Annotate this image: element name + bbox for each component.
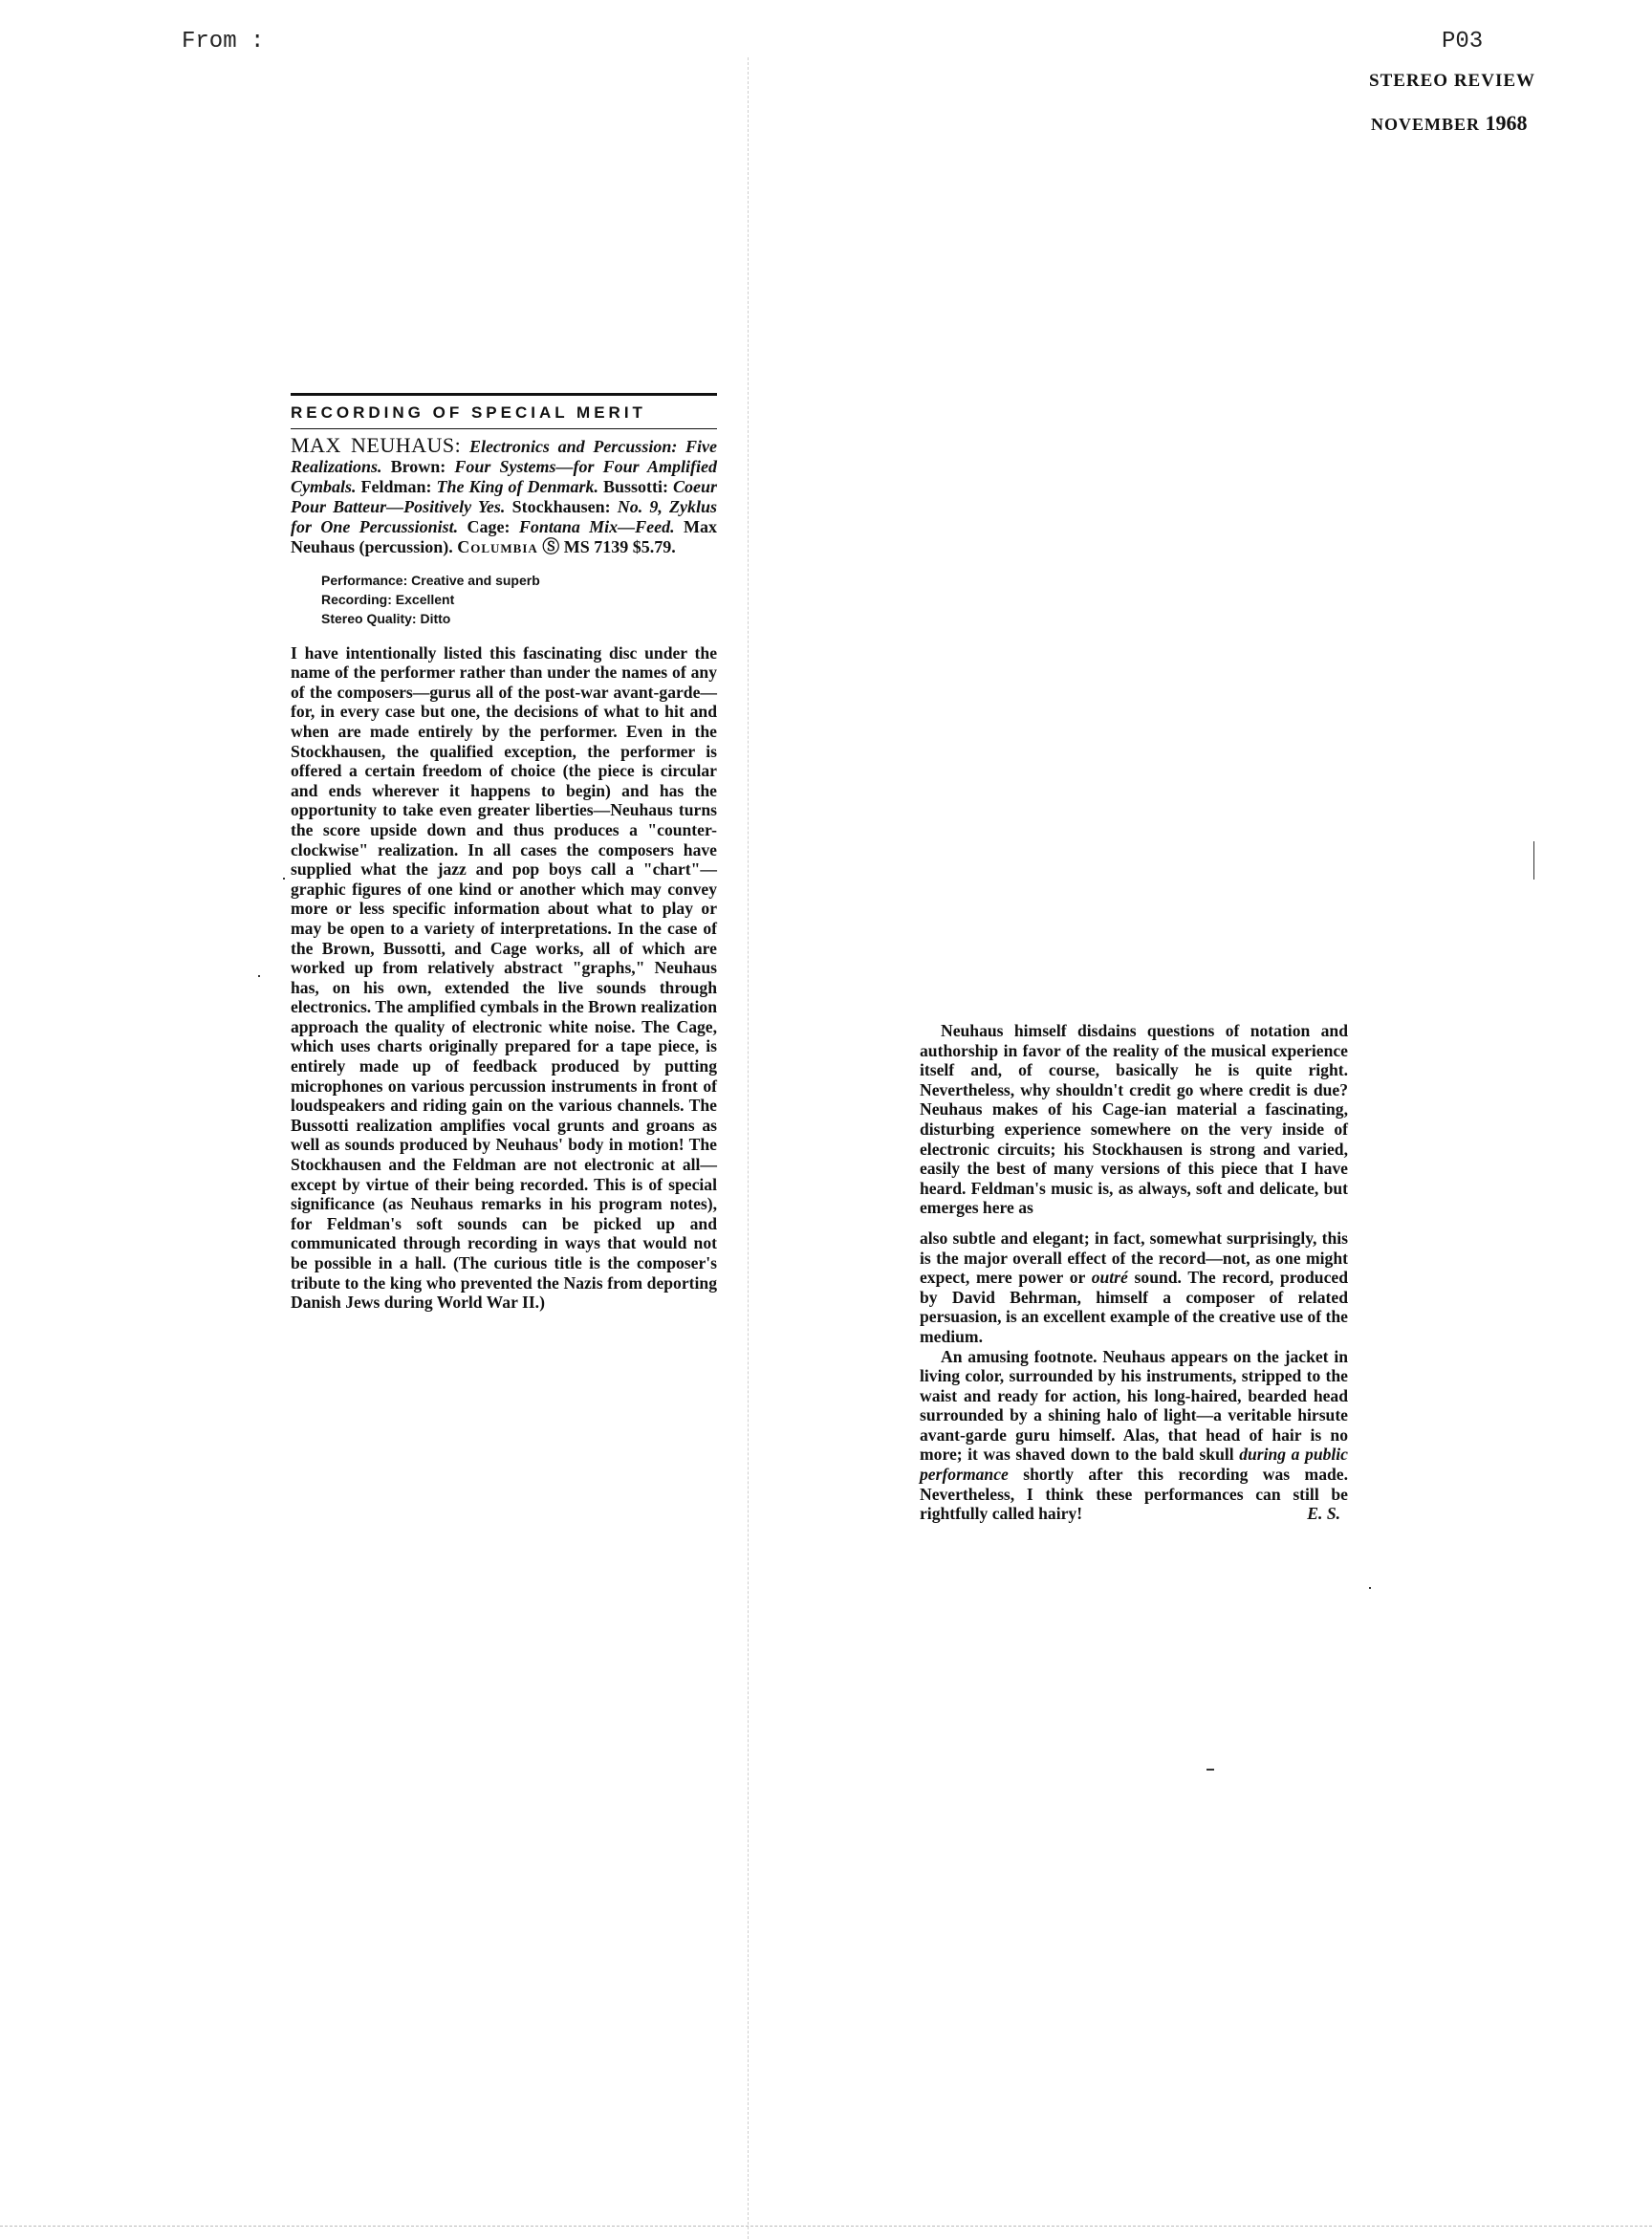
- album-heading: [291, 432, 718, 557]
- page-fold-line: [748, 57, 749, 2239]
- program-composer: Feldman:: [360, 476, 432, 496]
- program-work: Four Systems—for Four Amplified Cymbals.: [291, 456, 718, 496]
- record-label: Columbia: [457, 536, 538, 556]
- issue-month: NOVEMBER: [1371, 115, 1481, 134]
- review-paragraph-continued: [920, 1228, 1348, 1347]
- program-work: No. 9, Zyklus for One Percussionist.: [291, 496, 718, 536]
- magazine-name: STEREO REVIEW: [1369, 71, 1536, 91]
- program-composer: Brown:: [390, 456, 446, 476]
- rating-row: [321, 609, 717, 628]
- rating-value: Excellent: [395, 591, 455, 607]
- review-body-left: [291, 643, 717, 1313]
- section-top-rule: [291, 393, 717, 396]
- fax-from-label: From :: [182, 29, 265, 54]
- rating-label: Recording:: [321, 591, 392, 607]
- issue-year: 1968: [1485, 111, 1528, 135]
- fax-page-code: P03: [1442, 29, 1484, 54]
- catalog-number: MS 7139: [563, 536, 629, 556]
- paragraph-text: sound. The record, produced by David Behrman, himself a composer of related persuasion, is an excellent example of the creative use of the medium.: [920, 1268, 1348, 1346]
- section-bottom-rule: [291, 428, 717, 429]
- reviewer-signature: E. S.: [1307, 1504, 1340, 1524]
- ratings-block: [321, 571, 717, 628]
- program-work: The King of Denmark.: [436, 476, 599, 496]
- rating-label: Performance:: [321, 572, 408, 588]
- emphasis-text: outré: [1091, 1268, 1128, 1288]
- scan-speck: [1206, 1769, 1214, 1771]
- paragraph-text: shortly after this recording was made. Nevertheless, I think these performances can still be rightfully called hairy!: [920, 1465, 1348, 1524]
- stereo-symbol-icon: Ⓢ: [542, 536, 560, 556]
- rating-value: Creative and superb: [411, 572, 540, 588]
- rating-value: Ditto: [420, 610, 451, 626]
- scan-speck: [1533, 841, 1534, 880]
- emphasis-text: during a public performance: [920, 1445, 1348, 1485]
- album-title: Electronics and Percussion: Five Realizations.: [291, 436, 717, 476]
- program-work: Fontana Mix—Feed.: [518, 516, 675, 536]
- performer-credit: Max Neuhaus (percussion).: [291, 516, 717, 556]
- program-composer: Cage:: [467, 516, 511, 536]
- review-paragraph: [920, 1347, 1348, 1524]
- record-price: $5.79.: [632, 536, 676, 556]
- issue-date: [1371, 111, 1528, 136]
- rating-row: [321, 590, 717, 609]
- scan-speck: [258, 975, 260, 977]
- scan-speck: [283, 878, 285, 880]
- review-paragraph: I have intentionally listed this fascinating disc under the name of the performer rather than under the names of any of the composers—gurus all of the post-war avant-garde—for, in every case but one, the decisions of what to hit and when are made entirely by the performer. Even in the Stockhausen, the qualified exception, the performer is offered a certain freedom of choice (the piece is circular and ends wherever it happens to begin) and has the opportunity to take even greater liberties—Neuhaus turns the score upside down and thus produces a "counter-clockwise" realization. In all cases the composers have supplied what the jazz and pop boys call a "chart"—graphic figures of one kind or another which may convey more or less specific information about what to play or may be open to a variety of interpretations. In the case of the Brown, Bussotti, and Cage works, all of which are worked up from relatively abstract "graphs," Neuhaus has, on his own, extended the live sounds through electronics. The amplified cymbals in the Brown realization approach the quality of electronic white noise. The Cage, which uses charts originally prepared for a tape piece, is entirely made up of feedback produced by putting microphones on various percussion instruments in front of loudspeakers and riding gain on the various channels. The Bussotti realization amplifies vocal grunts and groans as well as sounds produced by Neuhaus' body in motion! The Stockhausen and the Feldman are not electronic at all—except by virtue of their being recorded. This is of special significance (as Neuhaus remarks in his program notes), for Feldman's soft sounds can be picked up and communicated through recording in ways that would not be possible in a hall. (The curious title is the composer's tribute to the king who prevented the Nazis from deporting Danish Jews during World War II.): [291, 642, 717, 1313]
- fax-bottom-edge: [0, 2226, 1652, 2227]
- scan-speck: [1369, 1587, 1371, 1589]
- rating-row: [321, 571, 717, 590]
- review-left-column: [291, 393, 717, 1313]
- rating-label: Stereo Quality:: [321, 610, 417, 626]
- program-composer: Bussotti:: [603, 476, 669, 496]
- program-work: Coeur Pour Batteur—Positively Yes.: [291, 476, 718, 516]
- paragraph-text: also subtle and elegant; in fact, somewhat surprisingly, this is the major overall effect of the record—not, as one might expect, mere power or: [920, 1228, 1348, 1288]
- program-composer: Stockhausen:: [511, 496, 611, 516]
- paragraph-text: An amusing footnote. Neuhaus appears on the jacket in living color, surrounded by his instruments, stripped to the waist and ready for action, his long-haired, bearded head surrounded by a shining halo of light—a veritable hirsute avant-garde guru himself. Alas, that head of hair is no more; it was shaved down to the bald skull: [920, 1346, 1348, 1465]
- review-paragraph: Neuhaus himself disdains questions of notation and authorship in favor of the reality of the musical experience itself and, of course, basically he is quite right. Nevertheless, why shouldn't credit go where credit is due? Neuhaus makes of his Cage-ian material a fascinating, disturbing experience somewhere on the very inside of electronic circuits; his Stockhausen is strong and varied, easily the best of many versions of this piece that I have heard. Feldman's music is, as always, soft and delicate, but emerges here as: [920, 1021, 1348, 1218]
- review-right-column: [920, 1021, 1348, 1524]
- artist-name: MAX NEUHAUS:: [291, 432, 462, 457]
- section-label: RECORDING OF SPECIAL MERIT: [291, 403, 646, 422]
